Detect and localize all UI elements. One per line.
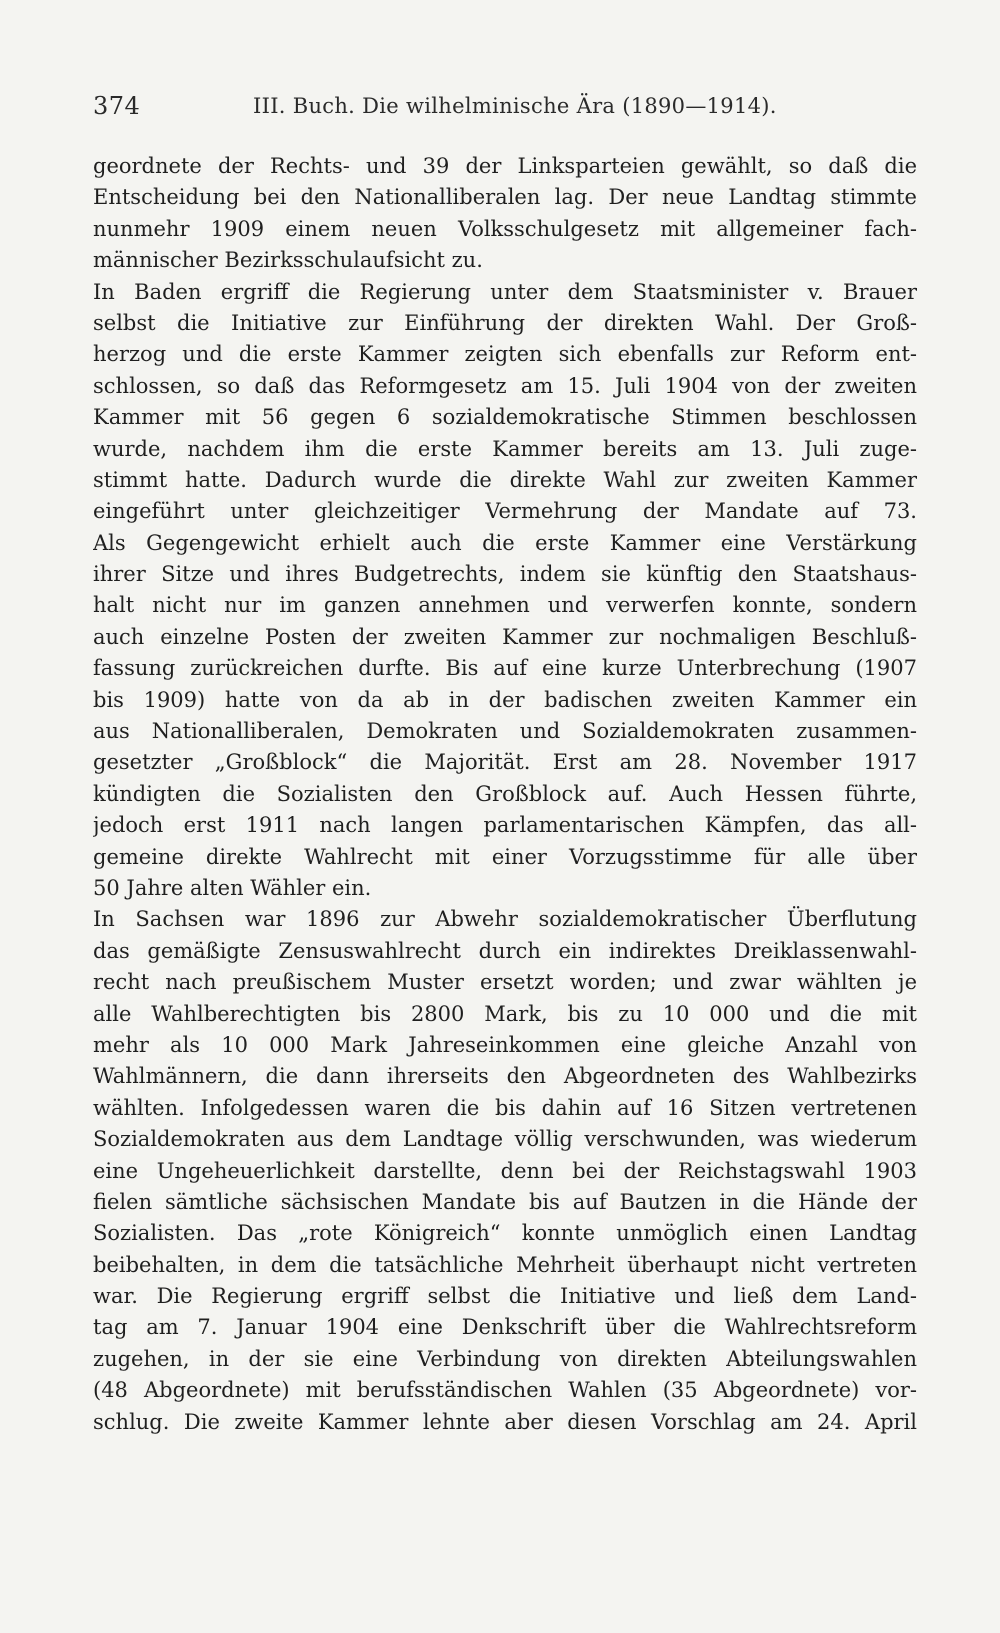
text-line: eingeführt unter gleichzeitiger Vermehrung der Mandate auf 73. xyxy=(93,499,917,524)
text-line: Wahlmännern, die dann ihrerseits den Abgeordneten des Wahlbezirks xyxy=(93,1064,917,1089)
text-line: Kammer mit 56 gegen 6 sozialdemokratische Stimmen beschlossen xyxy=(93,405,917,430)
text-line: (48 Abgeordnete) mit berufsständischen Wahlen (35 Abgeordnete) vor- xyxy=(93,1378,917,1403)
text-line: selbst die Initiative zur Einführung der direkten Wahl. Der Groß- xyxy=(93,310,917,335)
text-line: Sozialdemokraten aus dem Landtage völlig verschwunden, was wiederum xyxy=(93,1127,917,1152)
text-line: geordnete der Rechts- und 39 der Linksparteien gewählt, so daß die xyxy=(93,154,917,178)
text-line: auch einzelne Posten der zweiten Kammer zur nochmaligen Beschluß- xyxy=(93,624,917,649)
running-head: III. Buch. Die wilhelminische Ära (1890—1914). xyxy=(253,94,777,118)
text-line: schlug. Die zweite Kammer lehnte aber diesen Vorschlag am 24. April xyxy=(93,1409,917,1434)
text-line: Als Gegengewicht erhielt auch die erste Kammer eine Verstärkung xyxy=(93,530,917,555)
text-line: 50 Jahre alten Wähler ein. xyxy=(93,875,372,900)
text-line: nunmehr 1909 einem neuen Volksschulgesetz mit allgemeiner fach- xyxy=(93,216,917,241)
text-line: In Baden ergriff die Regierung unter dem Staatsminister v. Brauer xyxy=(93,279,917,304)
text-line: männischer Bezirksschulaufsicht zu. xyxy=(93,248,483,273)
text-line: aus Nationalliberalen, Demokraten und Sozialdemokraten zusammen- xyxy=(93,719,917,744)
text-line: stimmt hatte. Dadurch wurde die direkte Wahl zur zweiten Kammer xyxy=(93,467,917,492)
text-line: eine Ungeheuerlichkeit darstellte, denn bei der Reichstagswahl 1903 xyxy=(93,1158,917,1183)
text-line: wurde, nachdem ihm die erste Kammer bereits am 13. Juli zuge- xyxy=(93,436,917,461)
text-line: war. Die Regierung ergriff selbst die Initiative und ließ dem Land- xyxy=(93,1284,917,1309)
text-line: Sozialisten. Das „rote Königreich“ konnte unmöglich einen Landtag xyxy=(93,1221,917,1246)
text-line: fassung zurückreichen durfte. Bis auf eine kurze Unterbrechung (1907 xyxy=(93,656,917,681)
text-line: bis 1909) hatte von da ab in der badischen zweiten Kammer ein xyxy=(93,687,917,712)
text-line: In Sachsen war 1896 zur Abwehr sozialdemokratischer Überflutung xyxy=(93,907,917,932)
text-line: tag am 7. Januar 1904 eine Denkschrift über die Wahlrechtsreform xyxy=(93,1315,917,1340)
text-line: Entscheidung bei den Nationalliberalen lag. Der neue Landtag stimmte xyxy=(93,185,917,210)
text-line: schlossen, so daß das Reformgesetz am 15. Juli 1904 von der zweiten xyxy=(93,373,917,398)
text-line: wählten. Infolgedessen waren die bis dahin auf 16 Sitzen vertretenen xyxy=(93,1095,917,1120)
text-line: gemeine direkte Wahlrecht mit einer Vorzugsstimme für alle über xyxy=(93,844,917,869)
text-line: zugehen, in der sie eine Verbindung von direkten Abteilungswahlen xyxy=(93,1346,917,1371)
page-header xyxy=(93,92,913,132)
text-line: mehr als 10 000 Mark Jahreseinkommen eine gleiche Anzahl von xyxy=(93,1032,917,1057)
text-line: alle Wahlberechtigten bis 2800 Mark, bis zu 10 000 und die mit xyxy=(93,1001,917,1026)
text-line: fielen sämtliche sächsischen Mandate bis auf Bautzen in die Hände der xyxy=(93,1189,917,1214)
text-line: das gemäßigte Zensuswahlrecht durch ein indirektes Dreiklassenwahl- xyxy=(93,938,917,963)
text-line: ihrer Sitze und ihres Budgetrechts, indem sie künftig den Staatshaus- xyxy=(93,562,917,587)
page-number: 374 xyxy=(93,92,141,120)
text-line: herzog und die erste Kammer zeigten sich ebenfalls zur Reform ent- xyxy=(93,342,917,367)
text-line: halt nicht nur im ganzen annehmen und verwerfen konnte, sondern xyxy=(93,593,917,618)
text-line: kündigten die Sozialisten den Großblock auf. Auch Hessen führte, xyxy=(93,781,917,806)
text-line: beibehalten, in dem die tatsächliche Mehrheit überhaupt nicht vertreten xyxy=(93,1252,917,1277)
text-line: recht nach preußischem Muster ersetzt worden; und zwar wählten je xyxy=(93,970,917,995)
text-line: gesetzter „Großblock“ die Majorität. Erst am 28. November 1917 xyxy=(93,750,917,775)
text-line: jedoch erst 1911 nach langen parlamentarischen Kämpfen, das all- xyxy=(93,813,917,838)
body-text xyxy=(93,151,917,1438)
